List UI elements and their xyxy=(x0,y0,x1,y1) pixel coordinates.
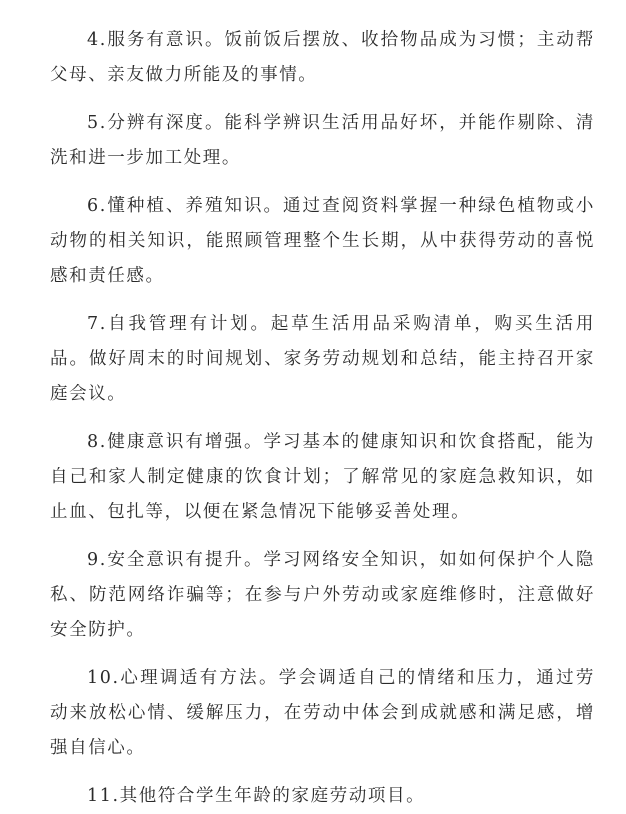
paragraph-item-9: 9.安全意识有提升。学习网络安全知识，如如何保护个人隐私、防范网络诈骗等；在参与户外劳动或家庭维修时，注意做好安全防护。 xyxy=(50,550,595,640)
paragraph-item-8: 8.健康意识有增强。学习基本的健康知识和饮食搭配，能为自己和家人制定健康的饮食计划；了解常见的家庭急救知识，如止血、包扎等，以便在紧急情况下能够妥善处理。 xyxy=(50,432,595,522)
document-page xyxy=(50,23,595,814)
paragraph-item-5: 5.分辨有深度。能科学辨识生活用品好坏，并能作剔除、清洗和进一步加工处理。 xyxy=(50,113,595,168)
paragraph-item-10: 10.心理调适有方法。学会调适自己的情绪和压力，通过劳动来放松心情、缓解压力，在劳动中体会到成就感和满足感，增强自信心。 xyxy=(50,668,595,758)
paragraph-item-11: 11.其他符合学生年龄的家庭劳动项目。 xyxy=(87,786,426,806)
paragraph-item-4: 4.服务有意识。饭前饭后摆放、收拾物品成为习惯；主动帮父母、亲友做力所能及的事情。 xyxy=(50,30,595,85)
paragraph-item-7: 7.自我管理有计划。起草生活用品采购清单，购买生活用品。做好周末的时间规划、家务劳动规划和总结，能主持召开家庭会议。 xyxy=(50,314,595,404)
paragraph-item-6: 6.懂种植、养殖知识。通过查阅资料掌握一种绿色植物或小动物的相关知识，能照顾管理整个生长期，从中获得劳动的喜悦感和责任感。 xyxy=(50,196,595,286)
